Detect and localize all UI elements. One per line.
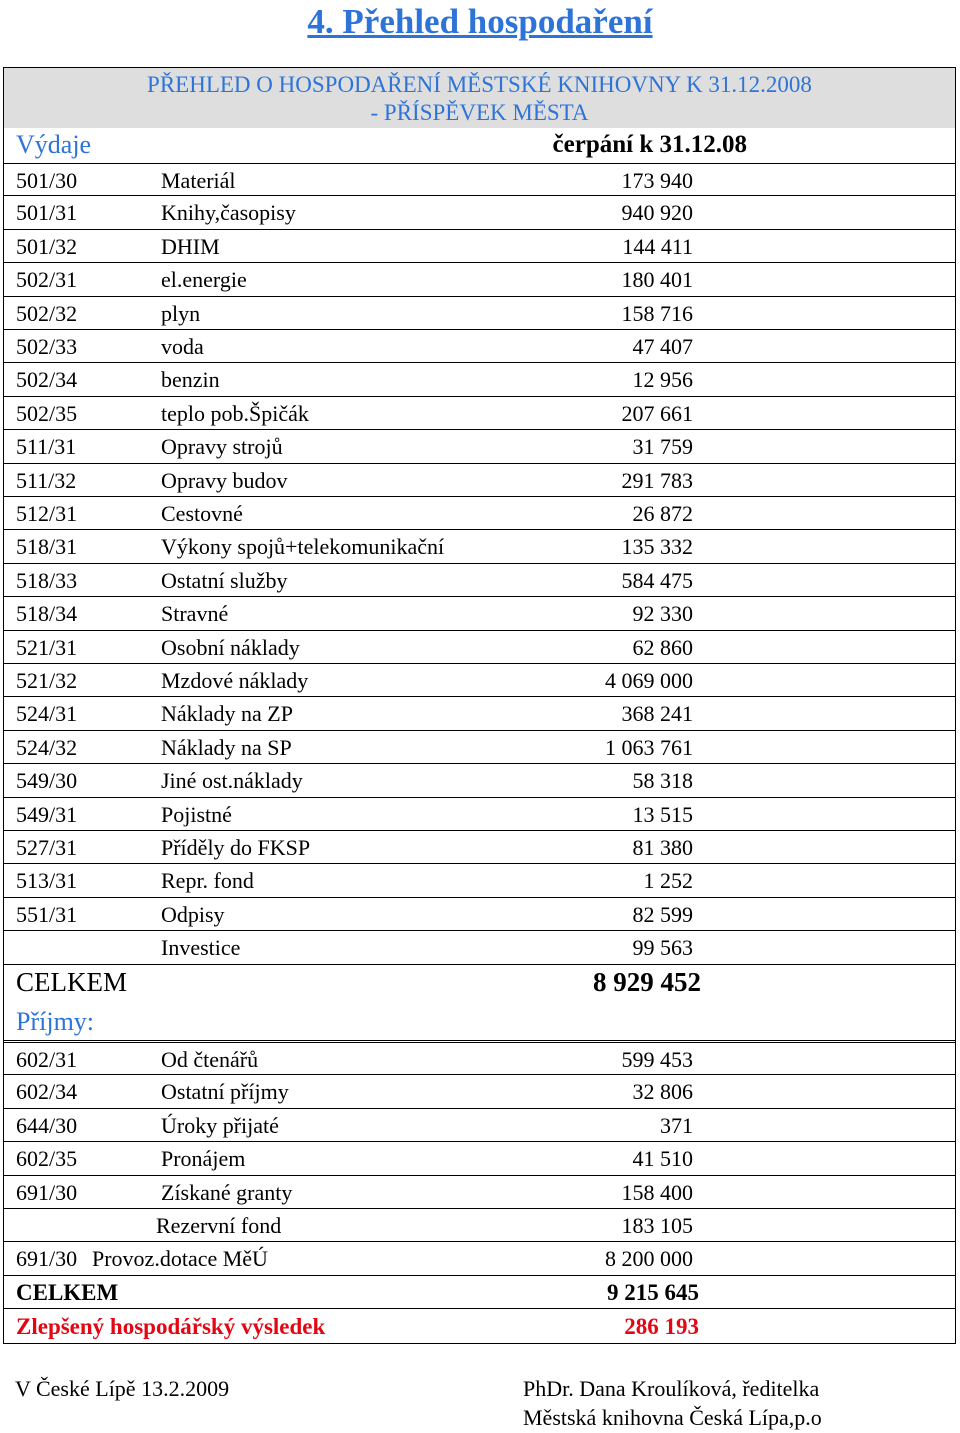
expense-code: 524/32 — [16, 734, 78, 760]
expenses-column-header: čerpání k 31.12.08 — [552, 131, 747, 158]
expense-code: 513/31 — [16, 868, 78, 894]
income-label: Pronájem — [161, 1146, 246, 1172]
income-total-label: CELKEM — [16, 1280, 119, 1305]
expense-label: Příděly do FKSP — [161, 835, 311, 860]
expense-amount: 291 783 — [621, 467, 693, 493]
expenses-total-amount: 8 929 452 — [593, 967, 701, 997]
footer-signature — [523, 1374, 822, 1432]
expense-amount: 82 599 — [632, 901, 693, 927]
expense-code: 518/33 — [16, 567, 78, 593]
income-label: Úroky přijaté — [161, 1112, 279, 1138]
expense-row — [4, 931, 955, 964]
expense-amount: 12 956 — [632, 367, 693, 393]
expense-code: 549/30 — [16, 768, 78, 794]
income-row — [4, 1042, 955, 1075]
expense-code: 502/31 — [16, 267, 78, 293]
result-label: Zlepšený hospodářský výsledek — [16, 1314, 326, 1339]
expense-amount: 180 401 — [621, 267, 693, 293]
expense-label: Investice — [161, 935, 241, 961]
expense-code: 521/31 — [16, 634, 78, 660]
expense-code: 527/31 — [16, 835, 78, 860]
income-header-row — [4, 1003, 955, 1041]
expense-label: voda — [161, 334, 204, 359]
report-banner — [4, 68, 955, 128]
income-row — [4, 1176, 955, 1209]
footer-place-date: V České Lípě 13.2.2009 — [15, 1376, 230, 1401]
expense-amount: 207 661 — [621, 400, 693, 426]
income-code: 602/31 — [16, 1047, 78, 1072]
expense-amount: 1 063 761 — [605, 734, 693, 760]
expense-code: 502/35 — [16, 400, 78, 426]
income-row — [4, 1109, 955, 1142]
income-amount: 41 510 — [632, 1146, 693, 1172]
income-code: 691/30 — [16, 1246, 78, 1272]
expense-amount: 47 407 — [632, 334, 693, 359]
expense-amount: 26 872 — [632, 501, 693, 526]
income-amount: 158 400 — [621, 1179, 693, 1205]
expense-code: 511/31 — [16, 434, 77, 460]
expense-amount: 940 920 — [621, 200, 693, 226]
expense-row — [4, 597, 955, 630]
income-code: 602/35 — [16, 1146, 78, 1172]
expense-code: 549/31 — [16, 801, 78, 827]
expense-row — [4, 397, 955, 430]
expense-code: 501/32 — [16, 233, 78, 259]
expense-amount: 81 380 — [632, 835, 693, 860]
income-row — [4, 1209, 955, 1242]
expense-amount: 1 252 — [643, 868, 693, 894]
income-amount: 599 453 — [621, 1047, 693, 1072]
expenses-title: Výdaje — [16, 130, 92, 159]
expense-label: Osobní náklady — [161, 634, 300, 660]
expense-label: DHIM — [161, 233, 220, 259]
report-table — [3, 67, 956, 1344]
expense-code: 501/31 — [16, 200, 78, 226]
expense-amount: 135 332 — [621, 534, 693, 560]
expense-label: Pojistné — [161, 801, 232, 827]
expense-label: Náklady na SP — [161, 734, 292, 760]
expense-code: 521/32 — [16, 668, 78, 693]
expense-amount: 4 069 000 — [605, 668, 693, 693]
expenses-total-row — [4, 963, 955, 1001]
expense-amount: 584 475 — [621, 567, 693, 593]
result-row — [4, 1310, 955, 1343]
income-row — [4, 1075, 955, 1108]
result-amount: 286 193 — [624, 1314, 699, 1339]
banner-subtitle: - PŘÍSPĚVEK MĚSTA — [370, 100, 589, 125]
expense-row — [4, 898, 955, 931]
income-amount: 183 105 — [621, 1213, 693, 1238]
expenses-total-label: CELKEM — [16, 967, 127, 997]
income-amount: 8 200 000 — [605, 1246, 693, 1272]
expense-label: Mzdové náklady — [161, 668, 309, 693]
expense-row — [4, 864, 955, 897]
expense-code: 524/31 — [16, 701, 78, 727]
income-row — [4, 1242, 955, 1275]
footer-signature-org: Městská knihovna Česká Lípa,p.o — [523, 1405, 822, 1430]
expense-row — [4, 664, 955, 697]
income-total-amount: 9 215 645 — [607, 1280, 699, 1305]
expense-row — [4, 263, 955, 296]
expense-row — [4, 330, 955, 363]
expense-row — [4, 297, 955, 330]
expense-label: Knihy,časopisy — [161, 200, 296, 226]
expense-amount: 368 241 — [621, 701, 693, 727]
expense-label: Výkony spojů+telekomunikační — [161, 534, 445, 560]
expense-label: plyn — [161, 300, 201, 326]
expense-code: 512/31 — [16, 501, 78, 526]
expense-code: 511/32 — [16, 467, 77, 493]
expense-label: el.energie — [161, 267, 247, 293]
expense-amount: 173 940 — [621, 168, 693, 193]
expense-amount: 158 716 — [621, 300, 693, 326]
expense-label: Opravy budov — [161, 467, 288, 493]
income-amount: 32 806 — [632, 1079, 693, 1105]
expense-row — [4, 831, 955, 864]
expense-label: Materiál — [161, 168, 236, 193]
expense-label: Repr. fond — [161, 868, 254, 894]
expense-row — [4, 430, 955, 463]
expense-row — [4, 798, 955, 831]
expense-label: Náklady na ZP — [161, 701, 293, 727]
expense-label: Stravné — [161, 601, 229, 627]
income-label: Provoz.dotace MěÚ — [92, 1246, 268, 1272]
expense-amount: 58 318 — [632, 768, 693, 794]
expense-code: 501/30 — [16, 168, 78, 193]
expense-label: Ostatní služby — [161, 567, 288, 593]
expense-label: teplo pob.Špičák — [161, 400, 309, 426]
expense-row — [4, 631, 955, 664]
expense-code: 502/34 — [16, 367, 78, 393]
expense-row — [4, 230, 955, 263]
expense-row — [4, 363, 955, 396]
expense-row — [4, 497, 955, 530]
income-amount: 371 — [660, 1112, 693, 1138]
income-label: Ostatní příjmy — [161, 1079, 289, 1105]
expense-label: Jiné ost.náklady — [161, 768, 303, 794]
income-code: 602/34 — [16, 1079, 78, 1105]
income-label: Rezervní fond — [156, 1213, 282, 1238]
income-total-row — [4, 1276, 955, 1309]
expense-code: 518/31 — [16, 534, 78, 560]
income-label: Získané granty — [161, 1179, 293, 1205]
banner-title: PŘEHLED O HOSPODAŘENÍ MĚSTSKÉ KNIHOVNY K 31.12.2008 — [147, 72, 812, 97]
expense-code: 518/34 — [16, 601, 78, 627]
expense-label: Odpisy — [161, 901, 225, 927]
page-heading: 4. Přehled hospodaření — [307, 2, 653, 41]
income-title: Příjmy: — [16, 1007, 95, 1036]
expense-row — [4, 697, 955, 730]
expense-row — [4, 464, 955, 497]
expense-row — [4, 163, 955, 196]
expense-row — [4, 530, 955, 563]
footer-signature-name: PhDr. Dana Kroulíková, ředitelka — [523, 1376, 820, 1401]
expense-amount: 99 563 — [632, 935, 693, 961]
expense-code: 502/32 — [16, 300, 78, 326]
expense-label: Opravy strojů — [161, 434, 283, 460]
expense-code: 551/31 — [16, 901, 78, 927]
expense-amount: 62 860 — [632, 634, 693, 660]
expense-row — [4, 731, 955, 764]
expense-row — [4, 764, 955, 797]
expense-amount: 92 330 — [632, 601, 693, 627]
expense-amount: 144 411 — [622, 233, 693, 259]
expense-row — [4, 196, 955, 229]
expense-label: Cestovné — [161, 501, 243, 526]
expense-row — [4, 564, 955, 597]
expenses-header-row — [4, 128, 955, 162]
income-code: 644/30 — [16, 1112, 78, 1138]
expense-code: 502/33 — [16, 334, 78, 359]
income-label: Od čtenářů — [161, 1047, 259, 1072]
expense-amount: 31 759 — [632, 434, 693, 460]
expense-amount: 13 515 — [632, 801, 693, 827]
income-code: 691/30 — [16, 1179, 78, 1205]
expense-label: benzin — [161, 367, 220, 393]
income-row — [4, 1142, 955, 1175]
